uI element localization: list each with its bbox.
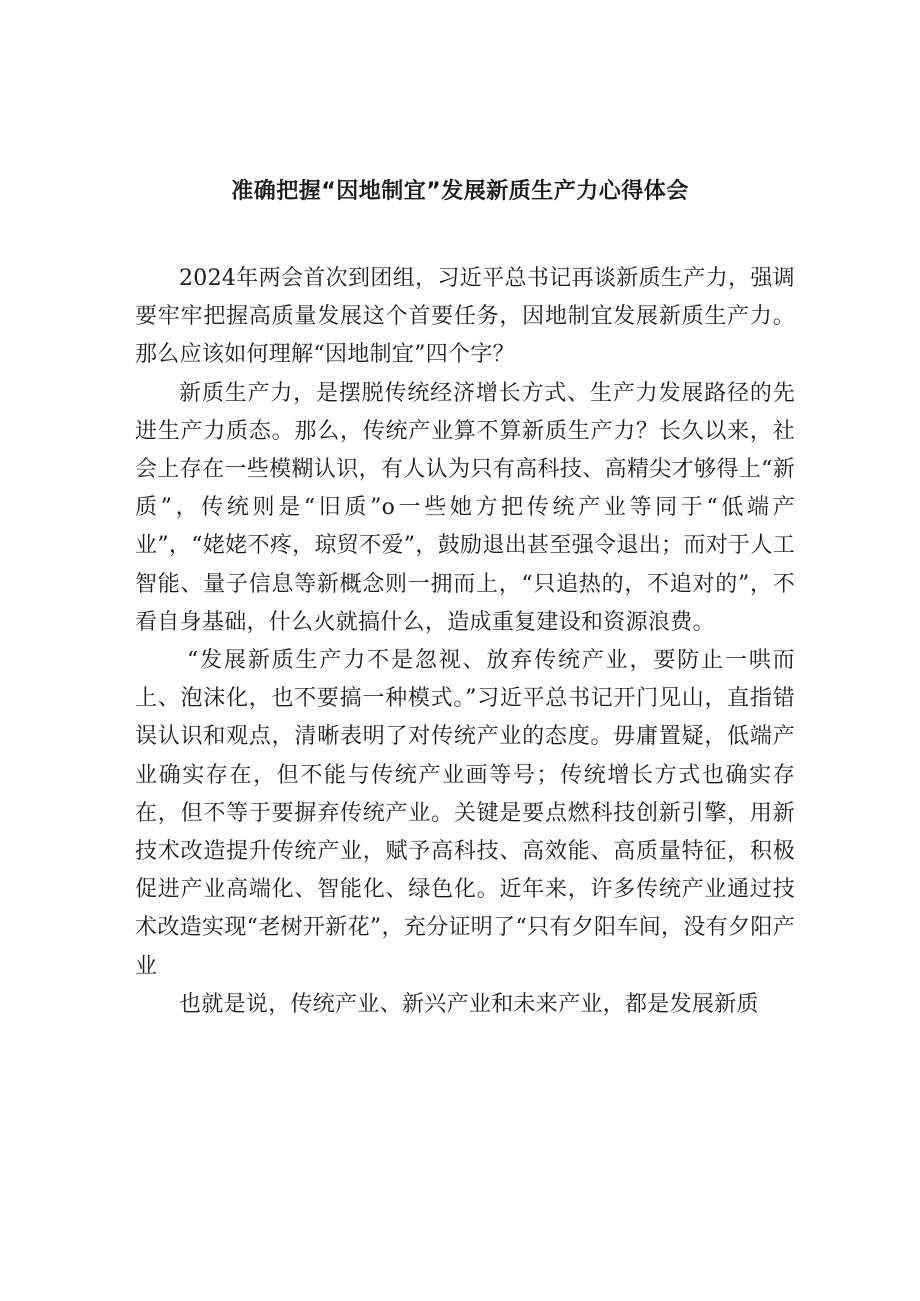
paragraph-4: 也就是说，传统产业、新兴产业和未来产业，都是发展新质	[179, 991, 759, 1017]
document-title: 准确把握“因地制宜”发展新质生产力心得体会	[231, 179, 689, 204]
paragraph-3: “发展新质生产力不是忽视、放弃传统产业，要防止一哄而上、泡沫化，也不要搞一种模式。”习近平总书记开门见山，直指错误认识和观点，清晰表明了对传统产业的态度。毋庸置疑，低端产业确实存在，但不能与传统产业画等号；传统增长方式也确实存在，但不等于要摒弃传统产业。关键是要点燃科技创新引擎，用新技术改造提升传统产业，赋予高科技、高效能、高质量特征，积极促进产业高端化、智能化、绿色化。近年来，许多传统产业通过技术改造实现“老树开新花”，充分证明了“只有夕阳车间，没有夕阳产业	[135, 648, 795, 979]
document-body	[135, 260, 795, 1024]
paragraph-2: 新质生产力，是摆脱传统经济增长方式、生产力发展路径的先进生产力质态。那么，传统产业算不算新质生产力？长久以来，社会上存在一些模糊认识，有人认为只有高科技、高精尖才够得上“新质”，传统则是“旧质”o一些她方把传统产业等同于“低端产业”，“姥姥不疼，琼贸不爱”，鼓励退出甚至强令退出；而对于人工智能、量子信息等新概念则一拥而上，“只追热的，不追对的”，不看自身基础，什么火就搞什么，造成重复建设和资源浪费。	[135, 380, 795, 635]
paragraph-1: 2024年两会首次到团组，习近平总书记再谈新质生产力，强调要牢牢把握高质量发展这个首要任务，因地制宜发展新质生产力。那么应该如何理解“因地制宜”四个字？	[135, 266, 795, 368]
